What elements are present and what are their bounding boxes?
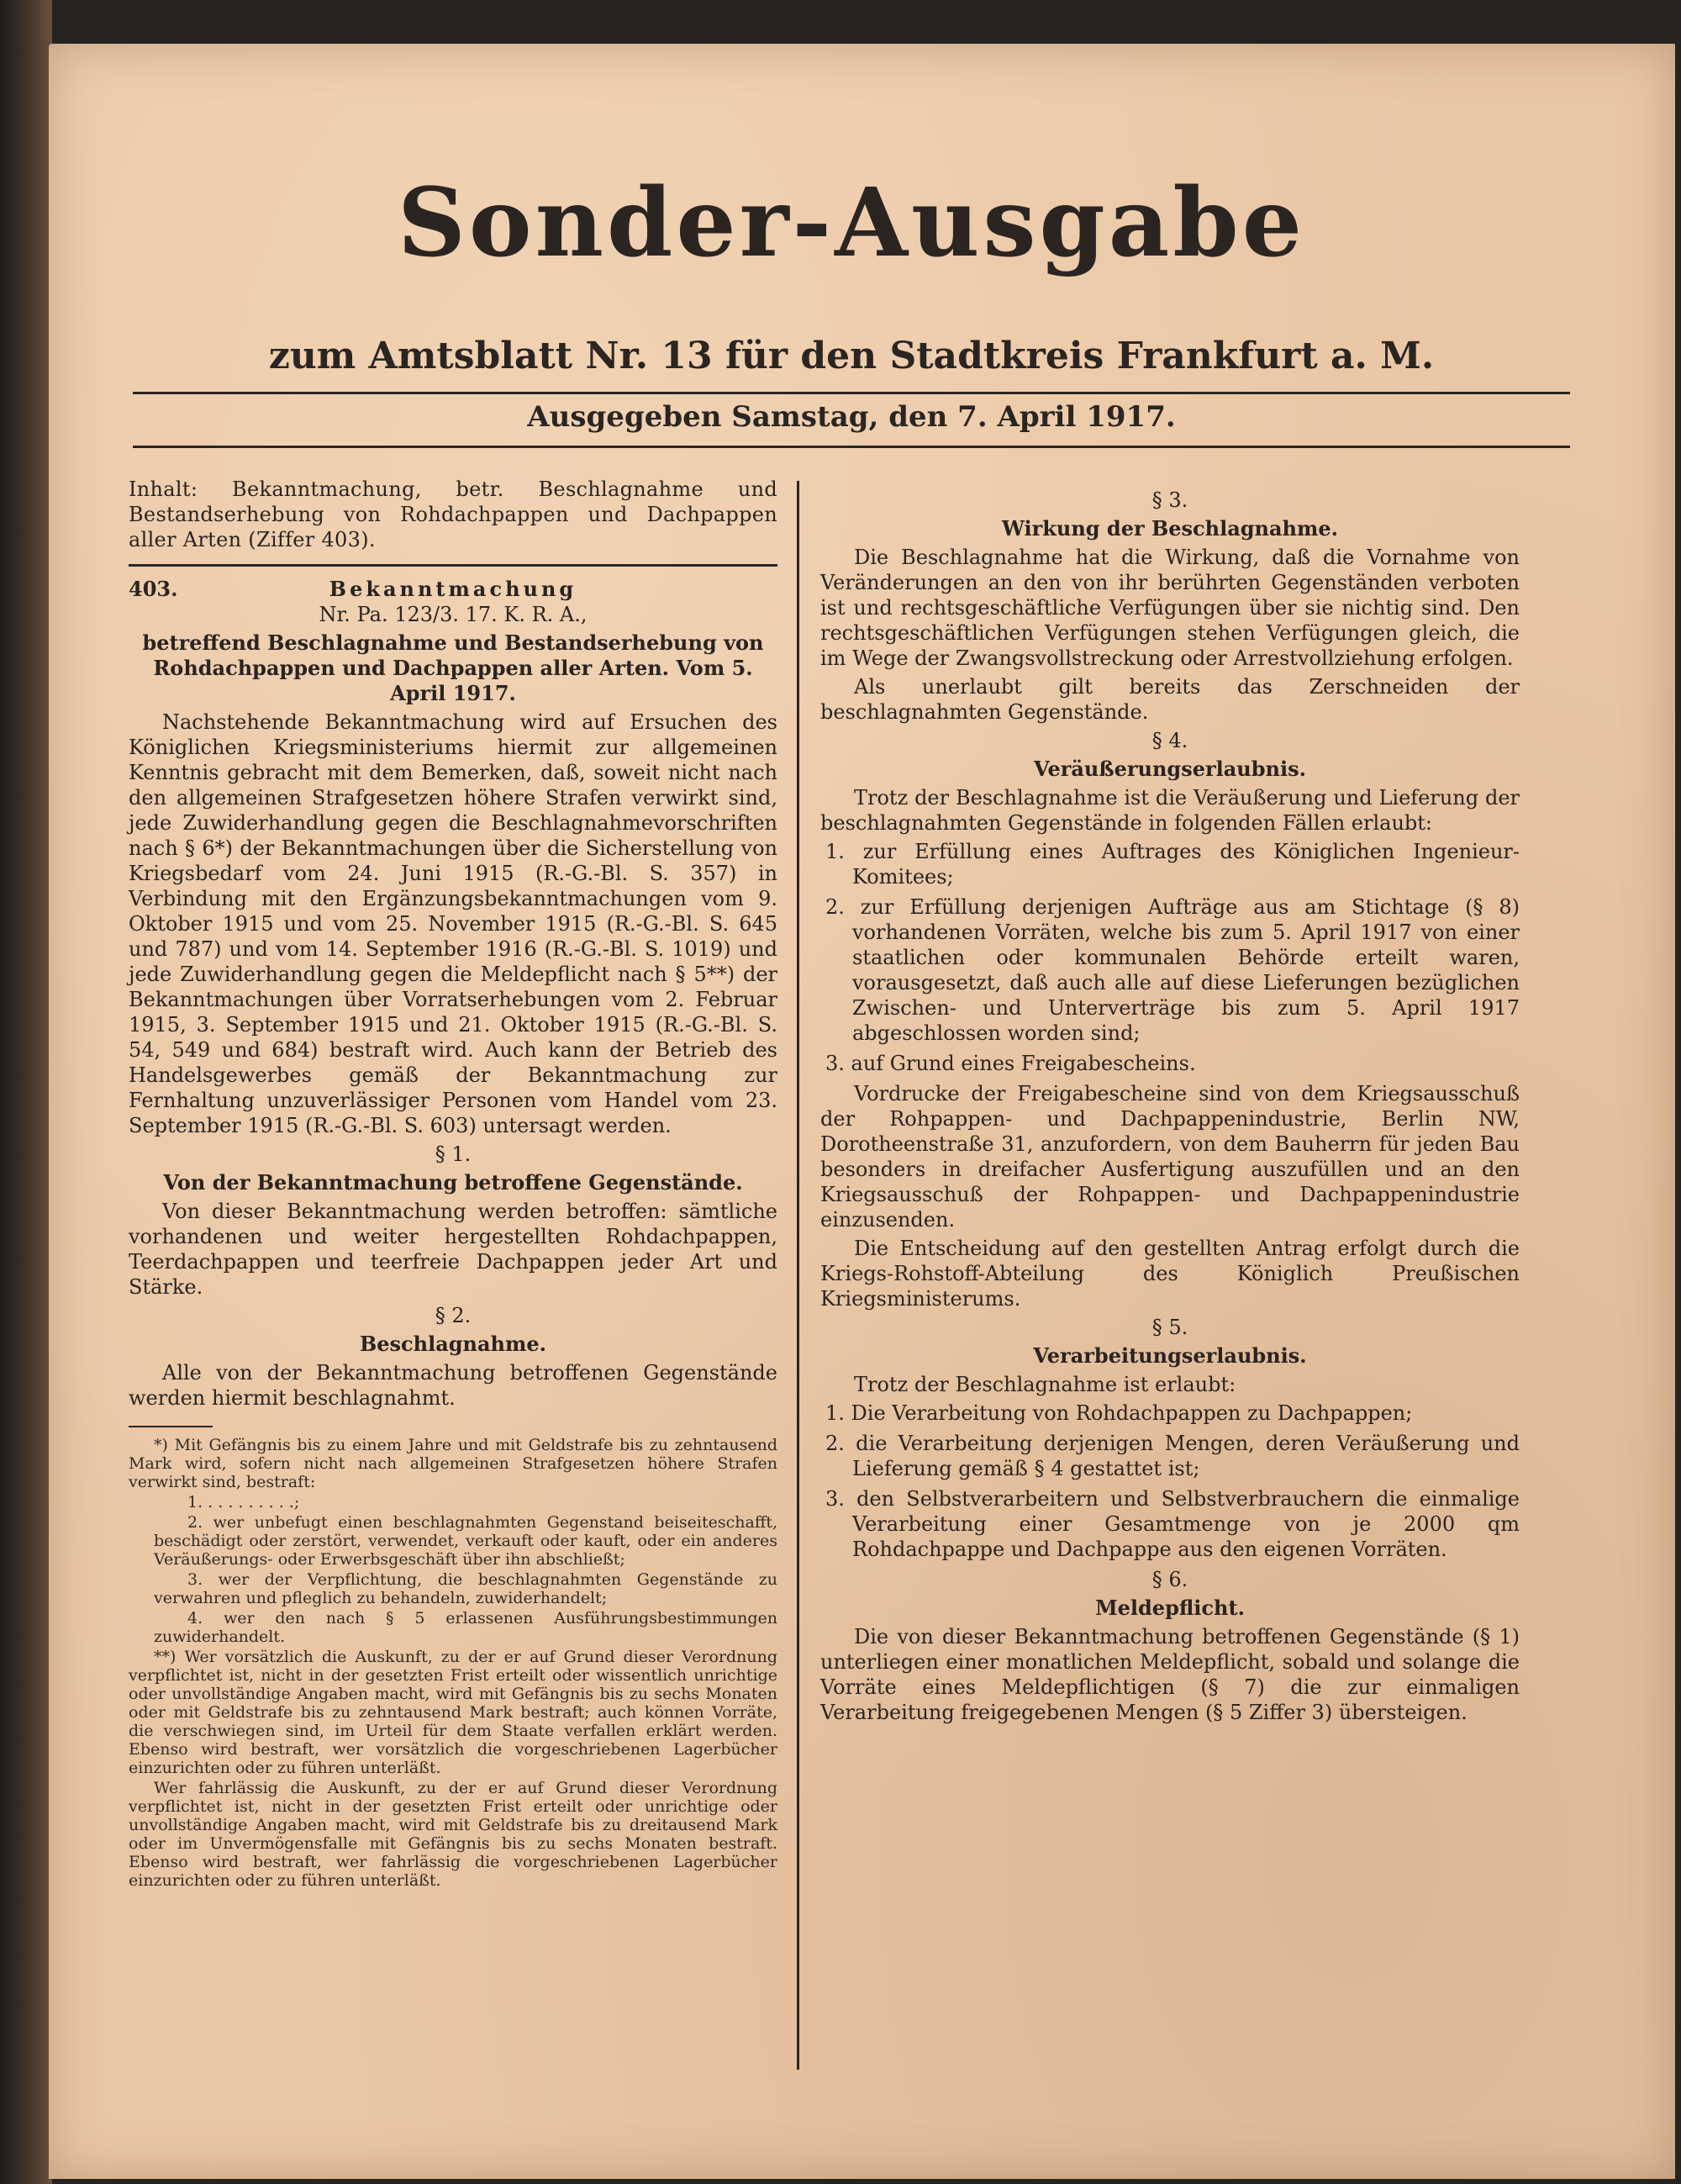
footnote-1-item: 3. wer der Verpflichtung, die beschlagnahmten Gegenstände zu verwahren und pfleglich zu behandeln, zuwiderhandelt;: [154, 1570, 777, 1607]
section-4-item: 1. zur Erfüllung eines Auftrages des Königlichen Ingenieur-Komitees;: [825, 840, 1520, 889]
document-page: [49, 44, 1675, 2179]
section-5-intro: Trotz der Beschlagnahme ist erlaubt:: [854, 1373, 1236, 1396]
book-spine: [0, 0, 52, 2184]
section-6-title: Meldepflicht.: [1095, 1596, 1245, 1620]
section-5-item: 1. Die Verarbeitung von Rohdachpappen zu Dachpappen;: [825, 1401, 1413, 1425]
notice-intro: Nachstehende Bekanntmachung wird auf Ersuchen des Königlichen Kriegsministeriums hiermit zur allgemeinen Kenntnis gebracht mit dem Bemerken, daß, soweit nicht nach den allgemeinen Strafgesetzen höhere Strafen verwirkt sind, jede Zuwiderhandlung gegen die Beschlagnahmevorschriften nach § 6*) der Bekanntmachungen über die Sicherstellung von Kriegsbedarf vom 24. Juni 1915 (R.-G.-Bl. S. 357) in Verbindung mit den Ergänzungsbekanntmachungen vom 9. Oktober 1915 und vom 25. November 1915 (R.-G.-Bl. S. 645 und 787) und vom 14. September 1916 (R.-G.-Bl. S. 1019) und jede Zuwiderhandlung gegen die Meldepflicht nach § 5**) der Bekanntmachungen über Vorratserhebungen vom 2. Februar 1915, 3. September 1915 und 21. Oktober 1915 (R.-G.-Bl. S. 54, 549 und 684) bestraft wird. Auch kann der Betrieb des Handelsgewerbes gemäß der Bekanntmachung zur Fernhaltung unzuverlässiger Personen vom Handel vom 23. September 1915 (R.-G.-Bl. S. 603) untersagt werden.: [129, 710, 777, 1137]
section-3-number: § 3.: [1151, 488, 1188, 512]
section-4-item: 2. zur Erfüllung derjenigen Aufträge aus am Stichtage (§ 8) vorhandenen Vorräten, welche bis zum 5. April 1917 von einer staatlichen oder kommunalen Behörde erteilt waren, vorausgesetzt, daß auch alle auf diese Lieferungen bezüglichen Zwischen- und Unterverträge bis zum 5. April 1917 abgeschlossen worden sind;: [825, 895, 1520, 1045]
section-4-item: 3. auf Grund eines Freigabescheins.: [825, 1052, 1196, 1075]
footnote-2-part-b: Wer fahrlässig die Auskunft, zu der er auf Grund dieser Verordnung verpflichtet ist, nicht in der gesetzten Frist erteilt oder unrichtige oder unvollständige Angaben macht, wird mit Geldstrafe bis zu dreitausend Mark oder im Unvermögensfalle mit Gefängnis bis zu sechs Monaten bestraft. Ebenso wird bestraft, wer fahrlässig die vorgeschriebenen Lagerbücher einzurichten oder zu führen unterläßt.: [129, 1779, 777, 1890]
section-2-number: § 2.: [435, 1304, 472, 1327]
notice-heading: Bekanntmachung: [329, 577, 577, 601]
section-5-number: § 5.: [1151, 1316, 1188, 1339]
section-1-text: Von dieser Bekanntmachung werden betroffen: sämtliche vorhandenen und weiter hergestellten Rohdachpappen, Teerdachpappen und teerfreie Dachpappen jeder Art und Stärke.: [129, 1200, 777, 1299]
footnote-1-intro: *) Mit Gefängnis bis zu einem Jahre und mit Geldstrafe bis zu zehntausend Mark wird, sofern nicht nach allgemeinen Strafgesetzen höhere Strafen verwirkt sind, bestraft:: [129, 1436, 777, 1491]
left-column: [129, 477, 777, 1891]
footnote-1-item: 1. . . . . . . . . .;: [187, 1493, 300, 1511]
right-column: [820, 488, 1520, 1728]
section-3-title: Wirkung der Beschlagnahme.: [1001, 516, 1339, 541]
notice-reference: Nr. Pa. 123/3. 17. K. R. A.,: [319, 603, 588, 626]
notice-number: 403.: [129, 577, 178, 601]
footnotes: [129, 1436, 777, 1890]
section-5-title: Verarbeitungserlaubnis.: [1033, 1343, 1307, 1368]
section-2-text: Alle von der Bekanntmachung betroffenen Gegenstände werden hiermit beschlagnahmt.: [129, 1361, 777, 1410]
footnote-1-item: 4. wer den nach § 5 erlassenen Ausführungsbestimmungen zuwiderhandelt.: [154, 1609, 777, 1646]
notice-heading-row: [129, 577, 777, 602]
column-divider: [797, 481, 799, 2070]
masthead-rule-top: [133, 392, 1570, 394]
footnote-1-item: 2. wer unbefugt einen beschlagnahmten Gegenstand beiseiteschafft, beschädigt oder zerstört, verwendet, verkauft oder kauft, oder ein anderes Veräußerungs- oder Erwerbsgeschäft über ihn abschließt;: [154, 1513, 777, 1569]
section-6-number: § 6.: [1151, 1568, 1188, 1591]
section-1-number: § 1.: [435, 1142, 472, 1166]
footnote-2-part-a: **) Wer vorsätzlich die Auskunft, zu der er auf Grund dieser Verordnung verpflichtet ist, nicht in der gesetzten Frist erteilt oder wissentlich unrichtige oder unvollständige Angaben macht, wird mit Gefängnis bis zu sechs Monaten oder mit Geldstrafe bis zu zehntausend Mark bestraft; auch können Vorräte, die verschwiegen sind, im Urteil für dem Staate verfallen erklärt werden. Ebenso wird bestraft, wer vorsätzlich die vorgeschriebenen Lagerbücher einzurichten oder zu führen unterläßt.: [129, 1648, 777, 1777]
subtitle: zum Amtsblatt Nr. 13 für den Stadtkreis Frankfurt a. M.: [268, 335, 1435, 377]
contents-rule: [129, 564, 777, 567]
section-4-para-3: Die Entscheidung auf den gestellten Antrag erfolgt durch die Kriegs-Rohstoff-Abteilung des Königlich Preußischen Kriegsministerums.: [820, 1237, 1520, 1311]
masthead-title: Sonder-Ausgabe: [398, 168, 1305, 278]
contents-note: Inhalt: Bekanntmachung, betr. Beschlagnahme und Bestandserhebung von Rohdachpappen und Dachpappen aller Arten (Ziffer 403).: [129, 477, 777, 551]
section-3-para-2: Als unerlaubt gilt bereits das Zerschneiden der beschlagnahmten Gegenstände.: [820, 675, 1520, 724]
section-1-title: Von der Bekanntmachung betroffene Gegenstände.: [163, 1170, 743, 1195]
dateline: Ausgegeben Samstag, den 7. April 1917.: [527, 400, 1176, 434]
masthead-rule-bottom: [133, 446, 1570, 448]
notice-subject: betreffend Beschlagnahme und Bestandserhebung von Rohdachpappen und Dachpappen aller Arten. Vom 5. April 1917.: [142, 630, 764, 705]
section-6-para-1: Die von dieser Bekanntmachung betroffenen Gegenstände (§ 1) unterliegen einer monatlichen Meldepflicht, sobald und solange die Vorräte eines Meldepflichtigen (§ 7) die zur einmaligen Verarbeitung freigegebenen Mengen (§ 5 Ziffer 3) übersteigen.: [820, 1625, 1520, 1724]
section-5-item: 3. den Selbstverarbeitern und Selbstverbrauchern die einmalige Verarbeitung einer Gesamtmenge von je 2000 qm Rohdachpappe und Dachpappe aus den eigenen Vorräten.: [825, 1487, 1520, 1561]
section-2-title: Beschlagnahme.: [359, 1332, 547, 1356]
section-4-number: § 4.: [1151, 729, 1188, 752]
section-4-para-2: Vordrucke der Freigabescheine sind von dem Kriegsausschuß der Rohpappen- und Dachpappenindustrie, Berlin NW, Dorotheenstraße 31, anzufordern, von dem Bauherrn für jeden Bau besonders in dreifacher Ausfertigung auszufüllen und an den Kriegsausschuß der Rohpappen- und Dachpappenindustrie einzusenden.: [820, 1082, 1520, 1232]
footnote-rule: [129, 1426, 213, 1427]
section-3-para-1: Die Beschlagnahme hat die Wirkung, daß die Vornahme von Veränderungen an den von ihr berührten Gegenständen verboten ist und rechtsgeschäftliche Verfügungen über sie nichtig sind. Den rechtsgeschäftlichen Verfügungen stehen Verfügungen gleich, die im Wege der Zwangsvollstreckung oder Arrestvollziehung erfolgen.: [820, 546, 1520, 670]
section-4-title: Veräußerungserlaubnis.: [1034, 757, 1306, 781]
section-5-item: 2. die Verarbeitung derjenigen Mengen, deren Veräußerung und Lieferung gemäß § 4 gestattet ist;: [825, 1432, 1520, 1480]
section-4-intro: Trotz der Beschlagnahme ist die Veräußerung und Lieferung der beschlagnahmten Gegenstände in folgenden Fällen erlaubt:: [820, 786, 1520, 835]
